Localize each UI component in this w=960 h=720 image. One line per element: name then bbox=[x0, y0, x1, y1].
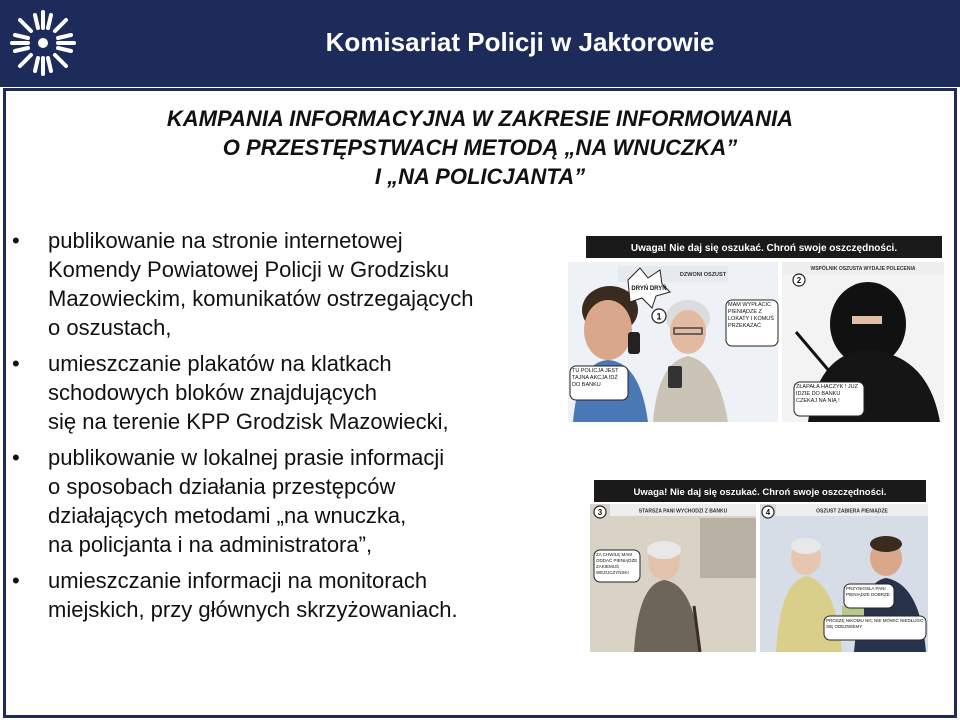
bullet-list bbox=[8, 226, 568, 631]
heading-line: O PRZESTĘPSTWACH METODĄ „NA WNUCZKA” bbox=[222, 135, 738, 160]
panel-caption: STARSZA PANI WYCHODZI Z BANKU bbox=[638, 508, 728, 515]
speech-bubble: ZŁAPAŁA HACZYK ! JUŻ IDZIE DO BANKU CZEKAJ NA NIĄ ! bbox=[796, 384, 858, 404]
panel-caption: WSPÓLNIK OSZUSTA WYDAJE POLECENIA bbox=[810, 266, 916, 272]
bullet-item bbox=[8, 443, 568, 559]
bullet-line: działających metodami „na wnuczka, bbox=[48, 503, 407, 528]
bullet-line: Komendy Powiatowej Policji w Grodzisku bbox=[48, 257, 450, 282]
panel-number: 2 bbox=[796, 276, 802, 285]
panel-number: 4 bbox=[765, 508, 771, 517]
bullet-line: o oszustach, bbox=[48, 315, 172, 340]
bullet-marker: • bbox=[12, 351, 20, 376]
bullet-line: schodowych bloków znajdujących bbox=[48, 380, 377, 405]
bullet-line: umieszczanie informacji na monitorach bbox=[48, 568, 428, 593]
bullet-line: publikowanie w lokalnej prasie informacji bbox=[48, 445, 445, 470]
speech-bubble: TU POLICJA JEST TAJNA AKCJA IDŹ DO BANKU bbox=[572, 368, 619, 388]
speech-bubble: PRZYNIOSŁA PANI PIENIĄDZE DOBRZE bbox=[846, 586, 890, 597]
speech-bubble: MAM WYPŁACIĆ PIENIĄDZE Z LOKATY I KOMUŚ PRZEKAZAĆ bbox=[728, 302, 774, 329]
bullet-marker: • bbox=[12, 568, 20, 593]
bullet-item bbox=[8, 226, 568, 342]
bullet-line: umieszczanie plakatów na klatkach bbox=[48, 351, 392, 376]
speech-bubble: ZA CHWILĘ MAM ODDAĆ PIENIĄDZE ZAKIEMUŚ WEZUCZYŃSKI bbox=[596, 552, 638, 575]
bullet-item bbox=[8, 349, 568, 436]
bullet-item bbox=[8, 566, 568, 624]
speech-bubble: PROSZĘ NIKOMU NIC NIE MÓWIĆ NIEDŁUGO SIĘ ODEZWIEMY bbox=[826, 618, 924, 629]
campaign-heading bbox=[20, 104, 940, 191]
panel-number: 1 bbox=[656, 311, 662, 322]
bullet-line: o sposobach działania przestępców bbox=[48, 474, 396, 499]
heading-line: I „NA POLICJANTA” bbox=[374, 164, 586, 189]
heading-line: KAMPANIA INFORMACYJNA W ZAKRESIE INFORMOWANIA bbox=[166, 106, 794, 131]
comic-poster-1 bbox=[568, 232, 948, 422]
police-star-logo-icon bbox=[6, 6, 80, 80]
bullet-line: publikowanie na stronie internetowej bbox=[48, 228, 403, 253]
bullet-marker: • bbox=[12, 228, 20, 253]
panel-caption: OSZUST ZABIERA PIENIĄDZE bbox=[816, 508, 888, 515]
header-title: Komisariat Policji w Jaktorowie bbox=[325, 27, 715, 57]
bullet-line: się na terenie KPP Grodzisk Mazowiecki, bbox=[48, 409, 449, 434]
bullet-marker: • bbox=[12, 445, 20, 470]
comic-poster-2 bbox=[590, 476, 930, 652]
speech-bubble: DRYŃ DRYŃ bbox=[631, 286, 667, 292]
bullet-line: miejskich, przy głównych skrzyżowaniach. bbox=[48, 597, 458, 622]
panel-number: 3 bbox=[597, 508, 603, 517]
poster-banner: Uwaga! Nie daj się oszukać. Chroń swoje oszczędności. bbox=[633, 487, 887, 498]
panel-caption: DZWONI OSZUST bbox=[679, 272, 727, 278]
poster-banner: Uwaga! Nie daj się oszukać. Chroń swoje oszczędności. bbox=[630, 243, 898, 254]
bullet-line: na policjanta i na administratora”, bbox=[48, 532, 373, 557]
header-bar bbox=[0, 0, 960, 87]
bullet-line: Mazowieckim, komunikatów ostrzegających bbox=[48, 286, 474, 311]
